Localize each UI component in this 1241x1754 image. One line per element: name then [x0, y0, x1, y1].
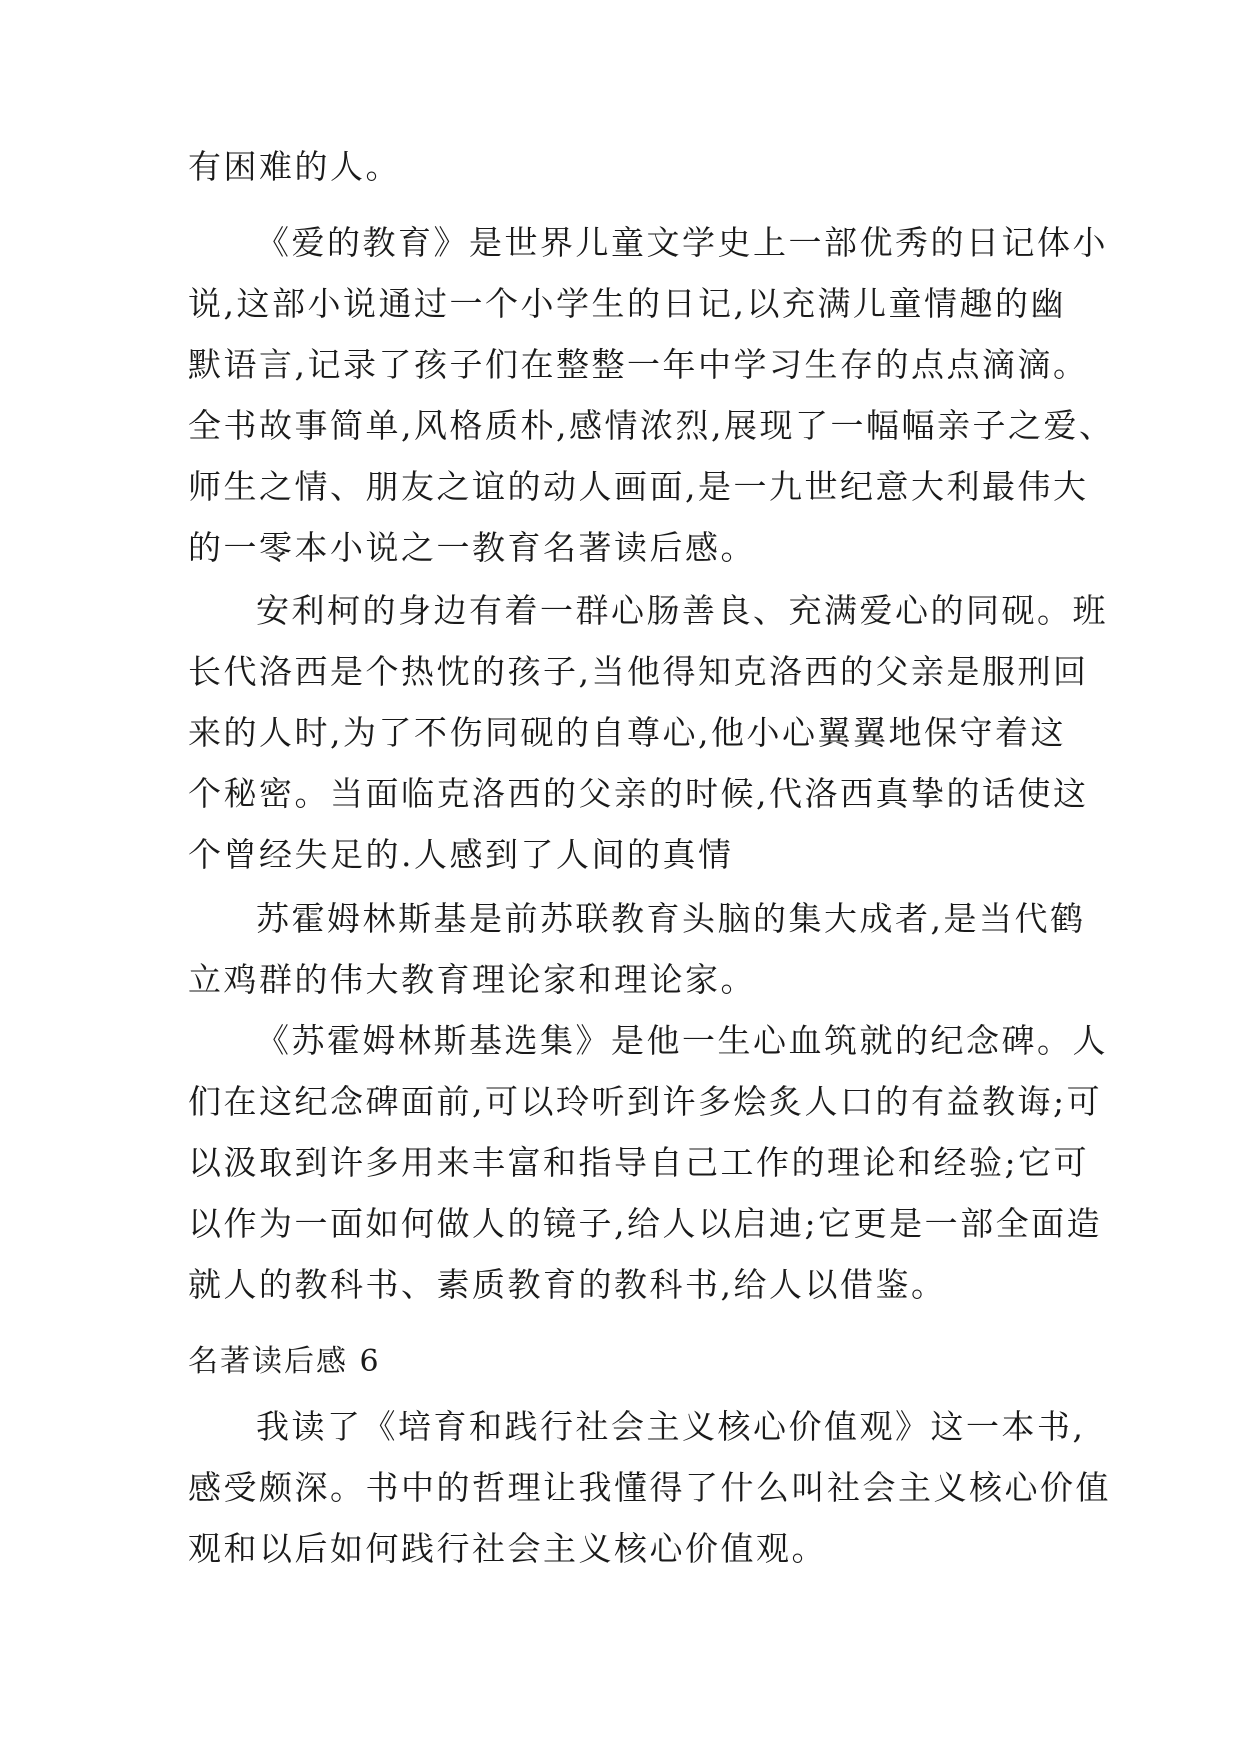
section-heading: 名著读后感 6: [188, 1344, 381, 1379]
text-line: 以汲取到许多用来丰富和指导自己工作的理论和经验;它可: [188, 1143, 1090, 1182]
text-line: 默语言,记录了孩子们在整整一年中学习生存的点点滴滴。: [188, 345, 1089, 384]
paragraph-sukhomlinsky-selected: [188, 1010, 1108, 1315]
paragraph-sukhomlinsky-intro: [188, 888, 1086, 1010]
text-line: 来的人时,为了不伤同砚的自尊心,他小心翼翼地保守着这: [188, 713, 1066, 752]
paragraph-continuation: [188, 136, 1058, 197]
text-line: 苏霍姆林斯基是前苏联教育头脑的集大成者,是当代鹤: [256, 899, 1086, 938]
text-line: 说,这部小说通过一个小学生的日记,以充满儿童情趣的幽: [188, 284, 1066, 323]
text-line: 全书故事简单,风格质朴,感情浓烈,展现了一幅幅亲子之爱、: [188, 406, 1115, 445]
text-line: 感受颇深。书中的哲理让我懂得了什么叫社会主义核心价值: [188, 1468, 1111, 1507]
text-line: 有困难的人。: [188, 147, 401, 186]
text-line: 以作为一面如何做人的镜子,给人以启迪;它更是一部全面造: [188, 1204, 1103, 1243]
text-line: 立鸡群的伟大教育理论家和理论家。: [188, 960, 756, 999]
text-line: 《苏霍姆林斯基选集》是他一生心血筑就的纪念碑。人: [256, 1021, 1108, 1060]
text-line: 师生之情、朋友之谊的动人画面,是一九世纪意大利最伟大: [188, 467, 1089, 506]
text-line: 个曾经失足的.人感到了人间的真情: [188, 835, 734, 874]
paragraph-core-values: [188, 1396, 1111, 1579]
text-line: 就人的教科书、素质教育的教科书,给人以借鉴。: [188, 1265, 947, 1304]
paragraph-enrico: [188, 580, 1108, 885]
text-line: 安利柯的身边有着一群心肠善良、充满爱心的同砚。班: [256, 591, 1108, 630]
text-line: 们在这纪念碑面前,可以玲听到许多烩炙人口的有益教诲;可: [188, 1082, 1103, 1121]
text-line: 观和以后如何践行社会主义核心价值观。: [188, 1529, 827, 1568]
text-line: 长代洛西是个热忱的孩子,当他得知克洛西的父亲是服刑回: [188, 652, 1089, 691]
text-line: 我读了《培育和践行社会主义核心价值观》这一本书,: [256, 1407, 1086, 1446]
text-line: 个秘密。当面临克洛西的父亲的时候,代洛西真挚的话使这: [188, 774, 1089, 813]
paragraph-love-education: [188, 212, 1115, 578]
text-line: 《爱的教育》是世界儿童文学史上一部优秀的日记体小: [256, 223, 1108, 262]
text-line: 的一零本小说之一教育名著读后感。: [188, 528, 756, 567]
